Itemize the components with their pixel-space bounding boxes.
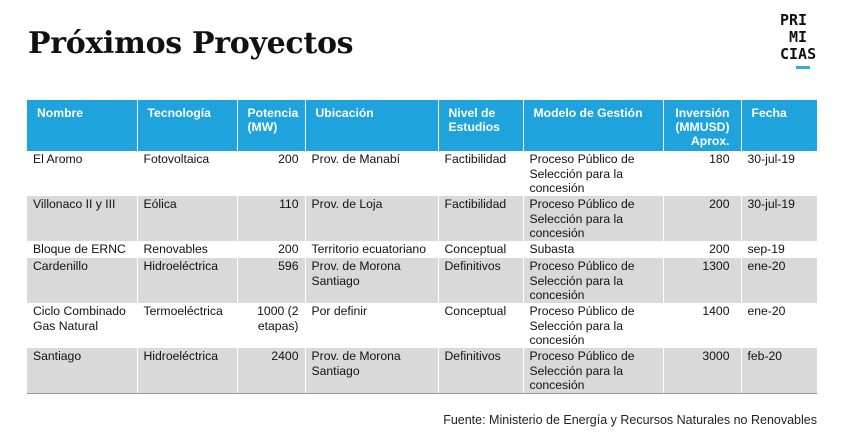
table-row	[27, 303, 817, 348]
page-title: Próximos Proyectos	[28, 26, 354, 61]
table-cell: Proceso Público de Selección para la concesión	[523, 303, 663, 348]
table-cell: Factibilidad	[438, 151, 523, 196]
source-note: Fuente: Ministerio de Energía y Recursos Naturales no Renovables	[443, 413, 817, 427]
table-cell: Proceso Público de Selección para la concesión	[523, 258, 663, 303]
table-cell: 2400	[237, 348, 305, 394]
table-cell: Proceso Público de Selección para la concesión	[523, 196, 663, 241]
table-cell: Territorio ecuatoriano	[305, 241, 438, 258]
column-header: Nivel de Estudios	[438, 100, 523, 151]
table-cell: 110	[237, 196, 305, 241]
table-cell: Conceptual	[438, 303, 523, 348]
table-cell: ene-20	[741, 258, 817, 303]
logo-accent-bar	[796, 66, 810, 69]
table-cell: ene-20	[741, 303, 817, 348]
table-cell: Ciclo Combinado Gas Natural	[27, 303, 137, 348]
table-cell: 200	[663, 241, 741, 258]
table-cell: feb-20	[741, 348, 817, 394]
table-cell: Hidroeléctrica	[137, 258, 237, 303]
table-cell: 200	[237, 241, 305, 258]
column-header: Inversión (MMUSD) Aprox.	[663, 100, 741, 151]
table-cell: Prov. de Morona Santiago	[305, 258, 438, 303]
table-cell: 200	[237, 151, 305, 196]
table-cell: Eólica	[137, 196, 237, 241]
logo-line: CIAS	[780, 45, 817, 63]
column-header: Ubicación	[305, 100, 438, 151]
table-cell: Prov. de Loja	[305, 196, 438, 241]
table-cell: 596	[237, 258, 305, 303]
table-cell: 30-jul-19	[741, 196, 817, 241]
table-cell: Factibilidad	[438, 196, 523, 241]
table-row	[27, 151, 817, 196]
table-cell: El Aromo	[27, 151, 137, 196]
table-cell: Santiago	[27, 348, 137, 394]
table-cell: Proceso Público de Selección para la concesión	[523, 151, 663, 196]
table-cell: 200	[663, 196, 741, 241]
table-cell: Renovables	[137, 241, 237, 258]
column-header: Fecha	[741, 100, 817, 151]
table-cell: Termoeléctrica	[137, 303, 237, 348]
table-cell: Prov. de Morona Santiago	[305, 348, 438, 394]
table-cell: Proceso Público de Selección para la concesión	[523, 348, 663, 394]
table-cell: Fotovoltaica	[137, 151, 237, 196]
table-cell: Definitivos	[438, 348, 523, 394]
column-header: Potencia (MW)	[237, 100, 305, 151]
table-cell: 1000 (2 etapas)	[237, 303, 305, 348]
table-row	[27, 196, 817, 241]
logo-line: MI	[789, 28, 808, 46]
logo-line: PRI	[780, 11, 808, 29]
table-cell: Bloque de ERNC	[27, 241, 137, 258]
table-cell: Hidroeléctrica	[137, 348, 237, 394]
table-cell: 1400	[663, 303, 741, 348]
column-header: Tecnología	[137, 100, 237, 151]
table-cell: 3000	[663, 348, 741, 394]
table-row	[27, 348, 817, 394]
table-cell: 180	[663, 151, 741, 196]
table-cell: sep-19	[741, 241, 817, 258]
table-row	[27, 258, 817, 303]
table-cell: 30-jul-19	[741, 151, 817, 196]
projects-table	[27, 100, 817, 394]
table-cell: Definitivos	[438, 258, 523, 303]
column-header: Modelo de Gestión	[523, 100, 663, 151]
table-cell: Conceptual	[438, 241, 523, 258]
primicias-logo	[780, 12, 816, 63]
table-cell: Cardenillo	[27, 258, 137, 303]
table-cell: Por definir	[305, 303, 438, 348]
column-header: Nombre	[27, 100, 137, 151]
table-cell: 1300	[663, 258, 741, 303]
table-header-row	[27, 100, 817, 151]
table-cell: Villonaco II y III	[27, 196, 137, 241]
table-cell: Subasta	[523, 241, 663, 258]
table-row	[27, 241, 817, 258]
table-cell: Prov. de Manabí	[305, 151, 438, 196]
